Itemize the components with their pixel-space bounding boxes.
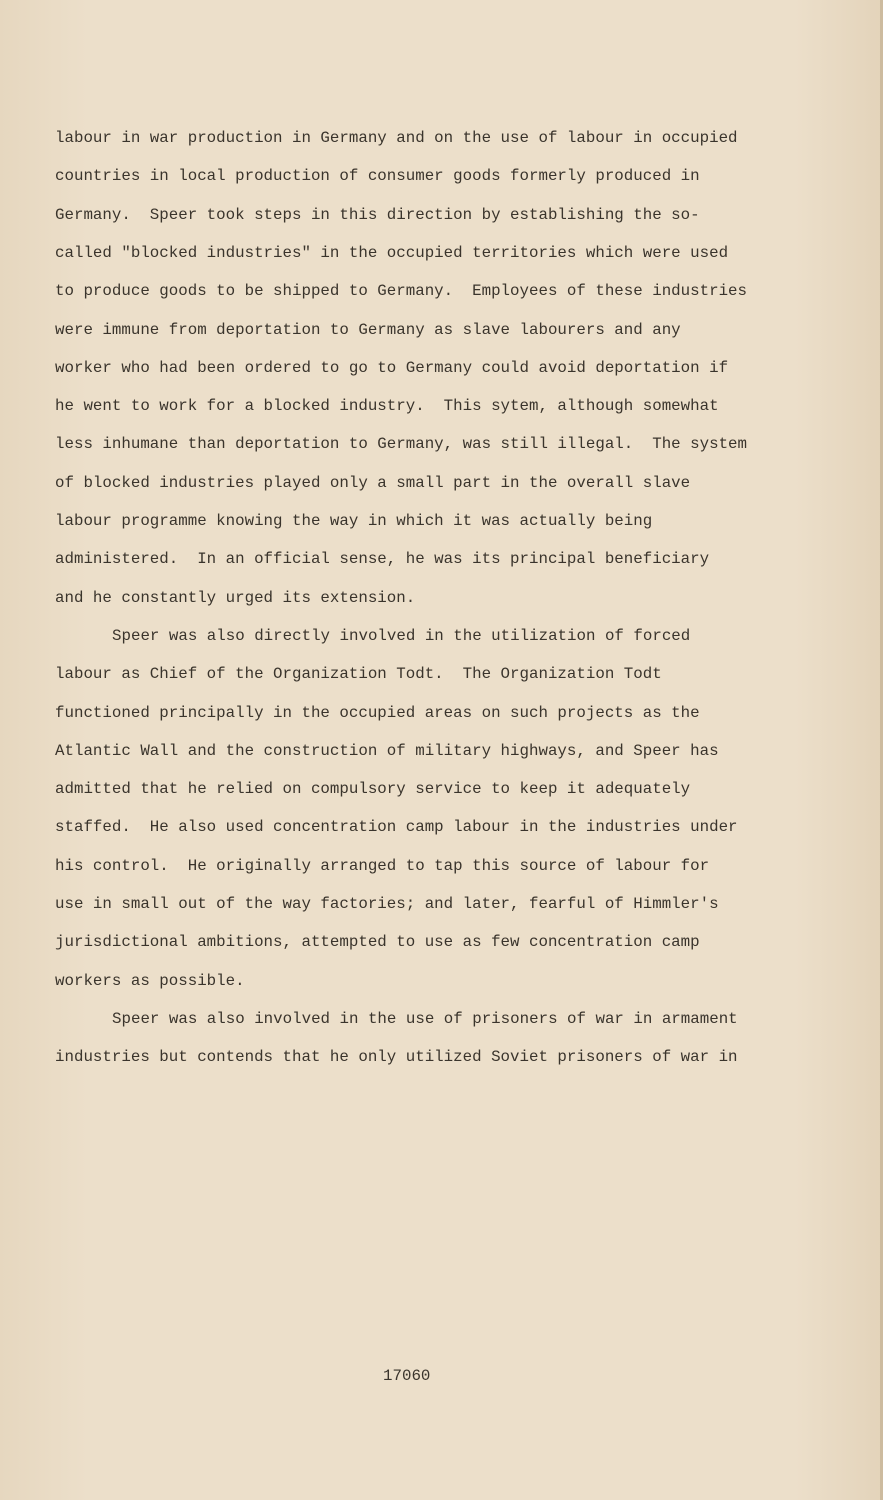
text-line: functioned principally in the occupied areas on such projects as the bbox=[55, 703, 700, 722]
text-line: to produce goods to be shipped to Germany. Employees of these industries bbox=[55, 282, 748, 301]
text-line: jurisdictional ambitions, attempted to use as few concentration camp bbox=[55, 933, 700, 952]
text-line: of blocked industries played only a small part in the overall slave bbox=[55, 473, 691, 492]
text-line: called "blocked industries" in the occupied territories which were used bbox=[55, 243, 729, 262]
text-line: Germany. Speer took steps in this direction by establishing the so- bbox=[55, 205, 700, 224]
text-line: administered. In an official sense, he was its principal beneficiary bbox=[55, 550, 710, 569]
text-line: countries in local production of consumer goods formerly produced in bbox=[55, 167, 700, 186]
text-line: workers as possible. bbox=[55, 971, 245, 990]
text-line: and he constantly urged its extension. bbox=[55, 588, 416, 607]
text-line: staffed. He also used concentration camp labour in the industries under bbox=[55, 818, 738, 837]
text-line: were immune from deportation to Germany as slave labourers and any bbox=[55, 320, 681, 339]
text-line: his control. He originally arranged to tap this source of labour for bbox=[55, 856, 710, 875]
page-number: 17060 bbox=[383, 1367, 431, 1385]
text-line: less inhumane than deportation to Germany, was still illegal. The system bbox=[55, 435, 748, 454]
text-line: labour programme knowing the way in which it was actually being bbox=[55, 512, 653, 530]
text-line: labour in war production in Germany and on the use of labour in occupied bbox=[55, 129, 738, 147]
text-line: Atlantic Wall and the construction of military highways, and Speer has bbox=[55, 741, 719, 760]
text-line: Speer was also involved in the use of prisoners of war in armament bbox=[112, 1009, 738, 1028]
text-line: labour as Chief of the Organization Todt. The Organization Todt bbox=[55, 665, 662, 684]
text-line: use in small out of the way factories; and later, fearful of Himmler's bbox=[55, 895, 719, 913]
text-line: industries but contends that he only utilized Soviet prisoners of war in bbox=[55, 1048, 738, 1067]
text-line: Speer was also directly involved in the utilization of forced bbox=[112, 626, 691, 645]
text-line: he went to work for a blocked industry. This sytem, although somewhat bbox=[55, 397, 719, 416]
text-line: admitted that he relied on compulsory service to keep it adequately bbox=[55, 780, 691, 799]
text-line: worker who had been ordered to go to Germany could avoid deportation if bbox=[55, 358, 729, 377]
